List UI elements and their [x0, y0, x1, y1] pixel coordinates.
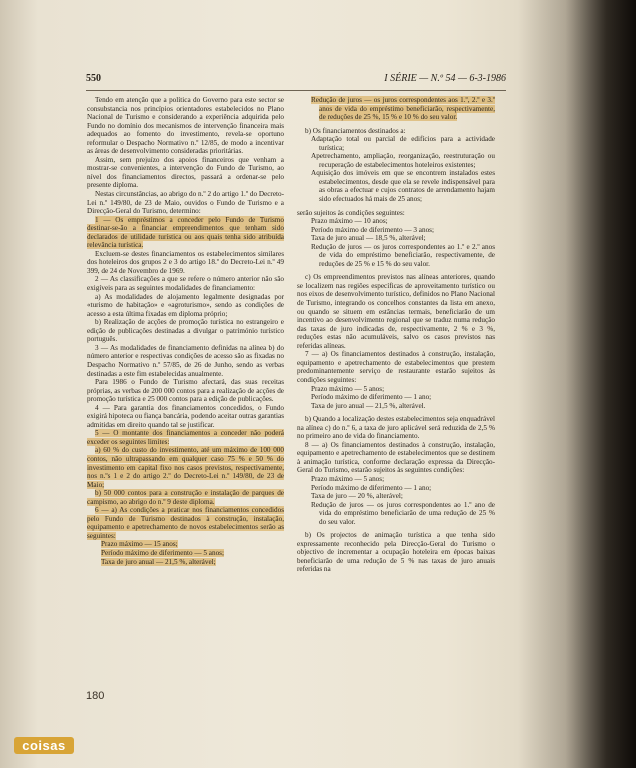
- paragraph: b) Os financiamentos destinados a:: [305, 126, 406, 135]
- paragraph: Excluem-se destes financiamentos os estabelecimentos similares dos hoteleiros dos grupos 2 e 3 do artigo 18.º do Decreto-Lei n.º 49 399, de 24 de Novembro de 1969.: [87, 249, 284, 275]
- paragraph-highlighted: 5 — O montante dos financiamentos a conceder não poderá exceder os seguintes limites:: [87, 429, 284, 446]
- paragraph: Para 1986 o Fundo de Turismo afectará, das suas receitas próprias, as verbas de 200 000 contos para a realização de acções de promoção turística e 25 000 contos para a edição de publicações.: [87, 378, 284, 404]
- paragraph: b) Realização de acções de promoção turística no estrangeiro e edição de publicações destinadas a divulgar o património turístico português.: [87, 318, 284, 344]
- condition-item: Período máximo de diferimento — 1 ano;: [311, 483, 432, 492]
- condition-item: Período máximo de diferimento — 1 ano;: [311, 393, 432, 402]
- list-item: Apetrechamento, ampliação, reorganização, reestruturação ou recuperação de estabelecimentos hoteleiros existentes;: [311, 152, 495, 169]
- coisas-logo: coisas: [14, 737, 74, 754]
- condition-item: Taxa de juro anual — 18,5 %, alterável;: [311, 234, 426, 243]
- condition-item: Redução de juros — os juros correspondentes ao 1.º e 2.º anos de vida do empréstimo beneficiarão, respectivamente, de reduções de 25 % e 15 % do seu valor.: [311, 242, 495, 268]
- archive-page-marker: 180: [86, 690, 105, 702]
- paragraph: b) Quando a localização destes estabelecimentos seja enquadrável na alínea c) do n.º 6, a taxa de juro aplicável será reduzida de 2,5 % no primeiro ano de vida do financiamento.: [297, 415, 495, 441]
- condition-item: Prazo máximo — 15 anos;: [101, 540, 178, 549]
- left-column: [87, 96, 284, 566]
- paragraph: 2 — As classificações a que se refere o número anterior não são exigíveis para as seguintes modalidades de financiamento:: [87, 275, 284, 293]
- paragraph-highlighted: 1 — Os empréstimos a conceder pelo Fundo de Turismo destinar-se-ão a financiar empreendimentos que tenham sido declarados de utilidade turística ou aos quais tenha sido atribuída relevância turística.: [87, 215, 284, 250]
- condition-item: Taxa de juro anual — 21,5 %, alterável;: [101, 557, 216, 566]
- condition-item: Taxa de juro — 20 %, alterável;: [311, 492, 403, 501]
- condition-item: Período máximo de diferimento — 5 anos;: [101, 548, 224, 557]
- paragraph: 8 — a) Os financiamentos destinados à construção, instalação, equipamento e apetrechamento de estabelecimentos que se destinem à animação turística, conforme declaração expressa da Direcção-Geral do Turismo, estarão sujeitos às seguintes condições:: [297, 440, 495, 475]
- paragraph: a) As modalidades de alojamento legalmente designadas por «turismo de habitação» e «agroturismo», sendo as condições de acesso a esta última fixadas em diploma próprio;: [87, 292, 284, 318]
- list-item: Aquisição dos imóveis em que se encontrem instalados estes estabelecimentos, desde que ela se revele indispensável para as obras a efectuar e cujos contratos de arrendamento hajam sido efectuados há mais de 25 anos;: [311, 169, 495, 204]
- paragraph-highlighted: 6 — a) As condições a praticar nos financiamentos concedidos pelo Fundo de Turismo destinados à construção, instalação, equipamento e apetrechamento de novos estabelecimentos serão as seguintes:: [87, 506, 284, 540]
- paragraph: Assim, sem prejuízo dos apoios financeiros que venham a mostrar-se convenientes, a intervenção do Fundo de Turismo, ao nível dos financiamentos directos, passará a ordenar-se pelo presente diploma.: [87, 155, 284, 190]
- condition-item: Prazo máximo — 5 anos;: [311, 474, 385, 483]
- paragraph: Nestas circunstâncias, ao abrigo do n.º 2 do artigo 1.º do Decreto-Lei n.º 149/80, de 23 de Maio, ouvidos o Fundo de Turismo e a Direcção-Geral do Turismo, determino:: [87, 190, 284, 216]
- condition-item: Redução de juros — os juros correspondentes ao 1.º ano de vida do empréstimo beneficiarão de uma redução de 25 % do seu valor.: [311, 500, 495, 526]
- page-header: [86, 68, 506, 91]
- condition-item: Prazo máximo — 10 anos;: [311, 217, 388, 226]
- paragraph-highlighted: a) 60 % do custo do investimento, até um máximo de 100 000 contos, não ultrapassando em qualquer caso 75 % e 50 % do investimento em capital fixo nos casos previstos, respectivamente, nos n.ºs 1 e 2 do artigo 2.º do Decreto-Lei n.º 149/80, de 23 de Maio;: [87, 446, 284, 489]
- paragraph: 4 — Para garantia dos financiamentos concedidos, o Fundo exigirá hipoteca ou fiança bancária, podendo aceitar outras garantias admitidas em direito quando tal se justificar.: [87, 403, 284, 429]
- paragraph-highlighted: b) 50 000 contos para a construção e instalação de parques de campismo, ao abrigo do n.º 9 deste diploma.: [87, 489, 284, 506]
- condition-item: Taxa de juro anual — 21,5 %, alterável.: [311, 401, 426, 410]
- series-label: I SÉRIE — N.º 54 — 6-3-1986: [384, 73, 506, 84]
- paragraph: 7 — a) Os financiamentos destinados à construção, instalação, equipamento e apetrechamento de estabelecimentos que prestem predominantemente serviço de restaurante estarão sujeitos às condições seguintes:: [297, 350, 495, 384]
- right-column: [297, 96, 495, 574]
- page-number: 550: [86, 73, 101, 84]
- list-item: Adaptação total ou parcial de edifícios para a actividade turística;: [311, 135, 495, 152]
- paragraph: Tendo em atenção que a política do Governo para este sector se consubstancia nos princípios orientadores estabelecidos no Plano Nacional de Turismo e considerando a experiência adquirida pelo Fundo no domínio dos mecanismos de intervenção financeira mais adequados ao fomento do investimento, revela-se oportuno reformular o Despacho Normativo n.º 12/85, de modo a incentivar as áreas de desenvolvimento consideradas prioritárias.: [87, 96, 284, 156]
- paragraph: c) Os empreendimentos previstos nas alíneas anteriores, quando se localizem nas regiões específicas de aproveitamento turístico ou nos eixos de desenvolvimento turístico, definidos no Plano Nacional de Turismo, integrando os concelhos constantes da lista em anexo, ou quando se situem em estâncias termais, beneficiarão de um incentivo ao desenvolvimento regional que se traduz numa redução das taxas de juro indicadas de, respectivamente, 2 % e 3 %, reduções estas não acumuláveis, salvo os casos previstos nas referidas alíneas.: [297, 273, 495, 350]
- condition-item-highlighted: Redução de juros — os juros correspondentes aos 1.º, 2.º e 3.º anos de vida do empréstimo beneficiarão, respectivamente, de reduções de 25 %, 15 % e 10 % do seu valor.: [311, 96, 495, 122]
- book-spine-shadow: [518, 0, 636, 768]
- condition-item: Prazo máximo — 5 anos;: [311, 384, 385, 393]
- condition-item: Período máximo de diferimento — 3 anos;: [311, 225, 434, 234]
- paragraph: serão sujeitos às condições seguintes:: [297, 208, 405, 217]
- paragraph: 3 — As modalidades de financiamento definidas na alínea b) do número anterior e respectivas condições de acesso são as fixadas no Despacho Normativo n.º 57/85, de 26 de Junho, sendo as verbas destinadas a este fim estabelecidas anualmente.: [87, 343, 284, 378]
- paragraph: b) Os projectos de animação turística a que tenha sido expressamente reconhecido pela Direcção-Geral do Turismo o objectivo de incrementar a ocupação hoteleira em épocas baixas beneficiarão de uma redução de 5 % nas taxas de juro anuais referidas na: [297, 531, 495, 574]
